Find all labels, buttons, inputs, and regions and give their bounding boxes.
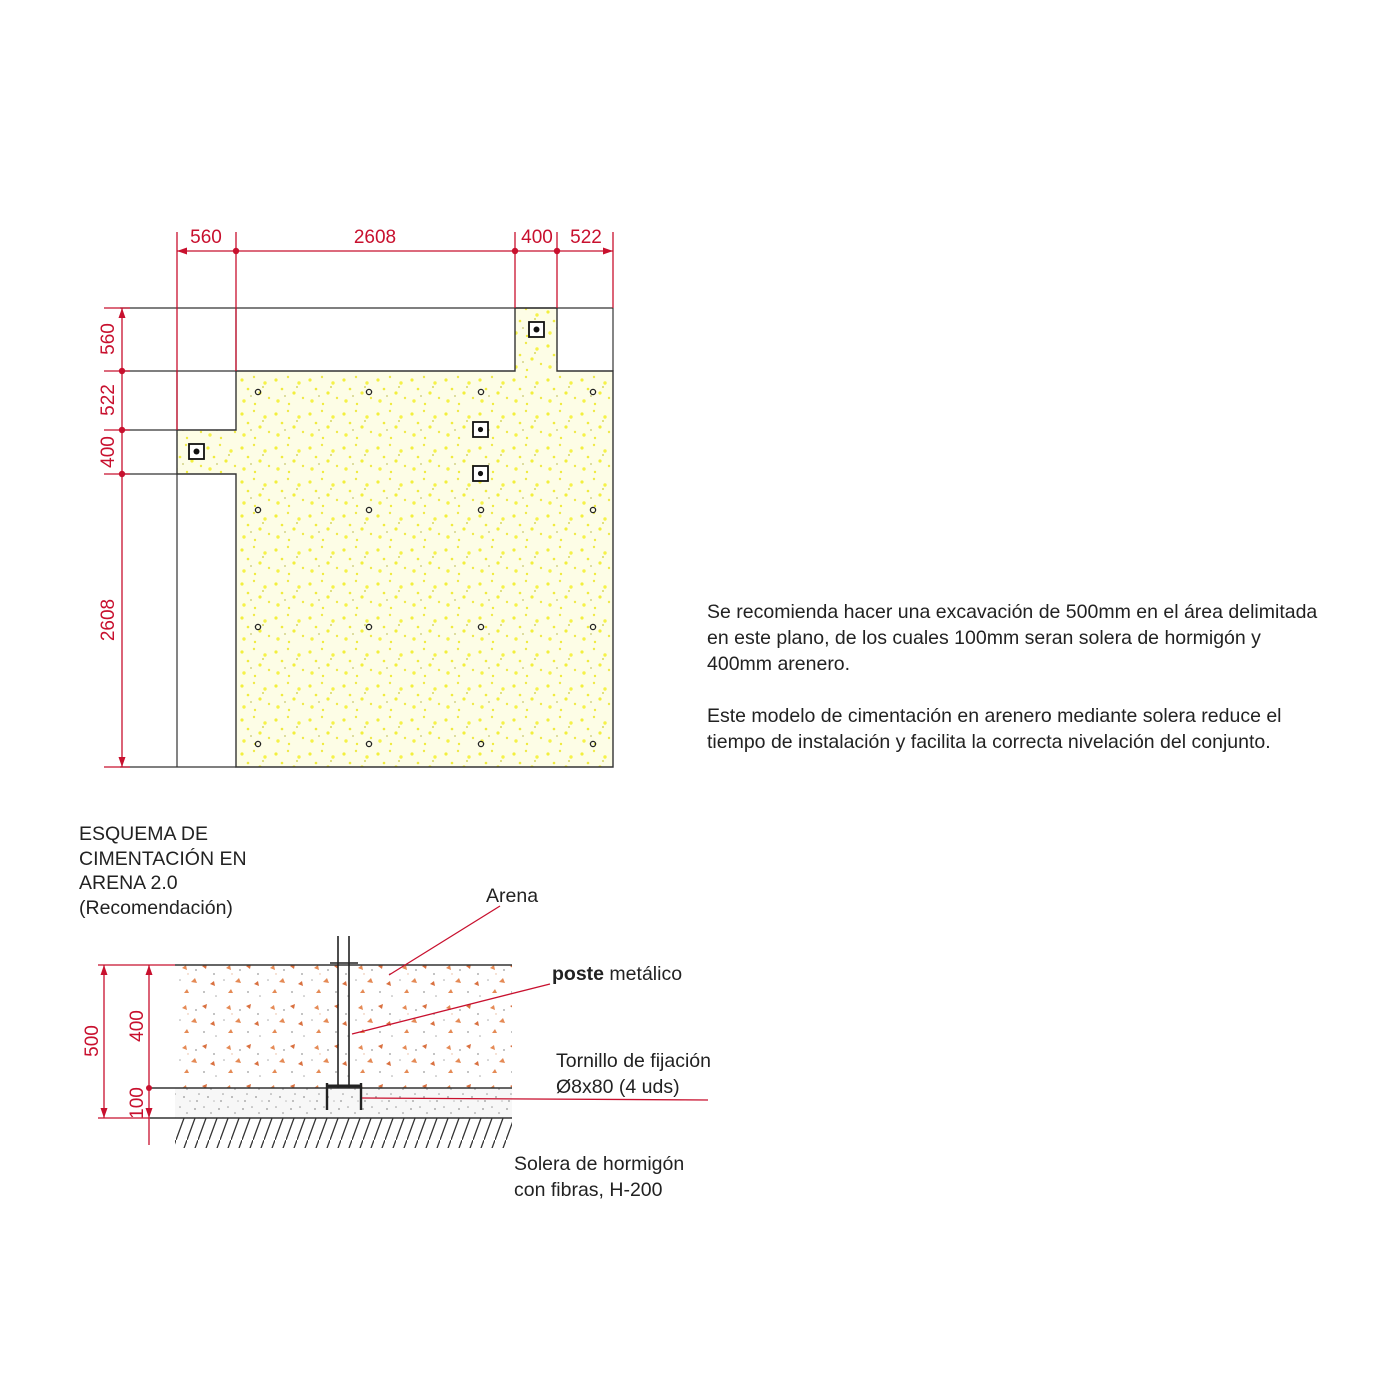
left-dim-3: 400: [98, 436, 119, 468]
top-dim-2: 2608: [353, 227, 397, 248]
anchor-plate: [473, 422, 488, 437]
left-dimension: [104, 308, 130, 767]
label-poste-bold: poste: [552, 963, 605, 985]
label-solera-2: con fibras, H-200: [514, 1179, 663, 1201]
concrete-slab: [175, 1088, 512, 1118]
section-title-line-1: ESQUEMA DE: [79, 823, 208, 845]
anchor-plate: [529, 322, 544, 337]
sand-layer: [175, 965, 512, 1088]
top-dim-1: 560: [190, 227, 222, 248]
plan-view: [98, 227, 613, 767]
top-dim-3: 400: [521, 227, 553, 248]
left-dim-2: 522: [98, 384, 119, 416]
anchor-plate: [189, 444, 204, 459]
label-arena: Arena: [486, 885, 539, 907]
left-dim-4: 2608: [98, 598, 119, 642]
anchor-plate: [473, 466, 488, 481]
label-tornillo-2: Ø8x80 (4 uds): [556, 1076, 680, 1098]
label-tornillo-1: Tornillo de fijación: [556, 1050, 712, 1072]
section-dim-total: 500: [82, 1025, 103, 1057]
note-paragraph-1: Se recomienda hacer una excavación de 500mm en el área delimitada en este plano, de los cuales 100mm seran solera de hormigón y 400mm arenero.: [707, 601, 1318, 675]
section-title-line-2: CIMENTACIÓN EN: [79, 848, 247, 870]
section-title-line-4: (Recomendación): [79, 897, 233, 919]
sandbox-area: [177, 308, 613, 767]
section-title: [79, 823, 247, 919]
left-dim-1: 560: [98, 323, 119, 355]
section-title-line-3: ARENA 2.0: [79, 872, 178, 894]
section-view: [79, 823, 711, 1201]
note-paragraph-2: Este modelo de cimentación en arenero mediante solera reduce el tiempo de instalación y facilita la correcta nivelación del conjunto.: [707, 705, 1282, 753]
section-dim-sand: 400: [127, 1010, 148, 1042]
label-poste-rest: metálico: [604, 963, 683, 985]
label-solera-1: Solera de hormigón: [514, 1153, 685, 1175]
recommendation-notes: [707, 599, 1327, 755]
ground-hatch: [175, 1118, 512, 1148]
label-poste: [552, 963, 682, 985]
top-dim-4: 522: [570, 227, 602, 248]
section-dim-slab: 100: [127, 1087, 148, 1119]
